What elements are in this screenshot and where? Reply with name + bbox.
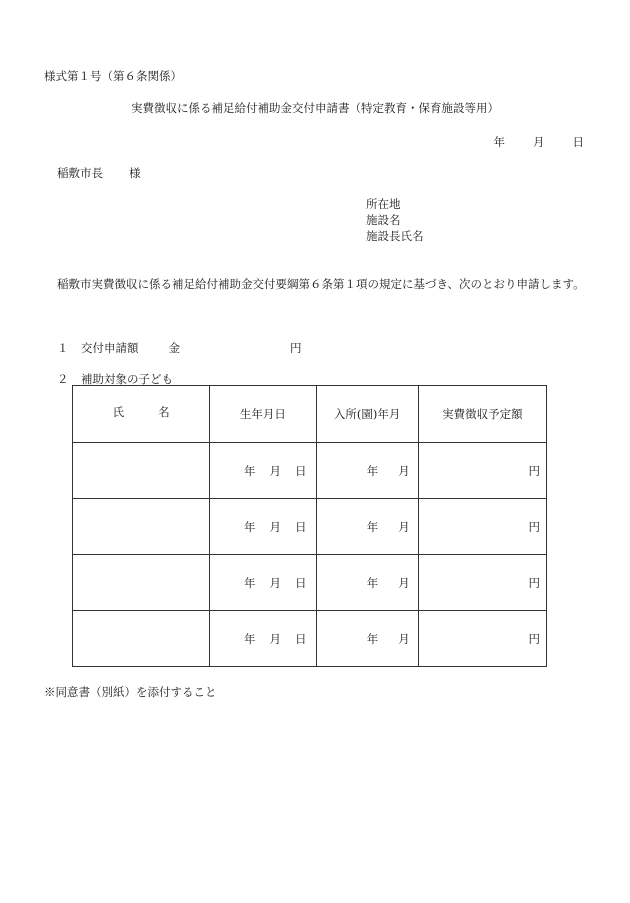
- entry-date-cell[interactable]: [316, 499, 418, 555]
- unit-yen: 円: [528, 631, 540, 646]
- table-row: [73, 499, 547, 555]
- application-amount-line: [57, 340, 302, 356]
- date-line: [494, 134, 585, 150]
- date-year-label: 年: [493, 135, 505, 149]
- item2-number: ２: [57, 372, 69, 386]
- unit-month: 月: [269, 463, 281, 478]
- amount-currency: 円: [290, 341, 302, 355]
- name-header-second: 名: [158, 405, 170, 419]
- child-name-cell[interactable]: [73, 611, 210, 667]
- birthdate-cell[interactable]: [210, 555, 316, 611]
- document-title: 実費徴収に係る補足給付補助金交付申請書（特定教育・保育施設等用）: [131, 101, 499, 115]
- fee-cell[interactable]: [418, 443, 546, 499]
- unit-yen: 円: [528, 519, 540, 534]
- unit-year: 年: [366, 463, 379, 478]
- unit-year: 年: [244, 575, 256, 590]
- unit-day: 日: [295, 575, 307, 590]
- table-header-row: [73, 386, 547, 443]
- unit-yen: 円: [528, 575, 540, 590]
- fee-header: 実費徴収予定額: [418, 386, 546, 443]
- unit-month: 月: [398, 631, 410, 646]
- date-day-label: 日: [572, 135, 584, 149]
- entry-date-header: 入所(園)年月: [316, 386, 418, 443]
- unit-month: 月: [398, 519, 410, 534]
- unit-year: 年: [244, 519, 256, 534]
- entry-date-cell[interactable]: [316, 611, 418, 667]
- attachment-note: ※同意書（別紙）を添付すること: [44, 685, 217, 699]
- applicant-block: [366, 196, 424, 244]
- birthdate-cell[interactable]: [210, 611, 316, 667]
- children-table: [72, 385, 547, 667]
- body-text: 稲敷市実費徴収に係る補足給付補助金交付要綱第６条第１項の規定に基づき、次のとおり申請します。: [57, 277, 585, 291]
- unit-month: 月: [269, 519, 281, 534]
- item2-label: 補助対象の子ども: [81, 372, 173, 386]
- child-name-cell[interactable]: [73, 443, 210, 499]
- date-month-label: 月: [533, 135, 545, 149]
- entry-date-cell[interactable]: [316, 555, 418, 611]
- item1-label: 交付申請額: [81, 341, 139, 355]
- unit-year: 年: [366, 519, 379, 534]
- unit-month: 月: [269, 631, 281, 646]
- table-row: [73, 555, 547, 611]
- addressee-honorific: 様: [129, 166, 141, 180]
- addressee: [57, 165, 141, 181]
- unit-day: 日: [295, 519, 307, 534]
- form-number: 様式第１号（第６条関係）: [44, 69, 182, 83]
- unit-month: 月: [269, 575, 281, 590]
- unit-day: 日: [295, 631, 307, 646]
- unit-year: 年: [244, 631, 256, 646]
- applicant-address-label: 所在地: [366, 197, 401, 211]
- unit-month: 月: [398, 463, 410, 478]
- table-row: [73, 611, 547, 667]
- item1-number: １: [57, 341, 69, 355]
- entry-date-cell[interactable]: [316, 443, 418, 499]
- applicant-facility-label: 施設名: [366, 213, 401, 227]
- child-name-cell[interactable]: [73, 555, 210, 611]
- table-row: [73, 443, 547, 499]
- fee-cell[interactable]: [418, 555, 546, 611]
- birthdate-cell[interactable]: [210, 499, 316, 555]
- unit-day: 日: [295, 463, 307, 478]
- unit-year: 年: [244, 463, 256, 478]
- fee-cell[interactable]: [418, 611, 546, 667]
- unit-year: 年: [366, 631, 379, 646]
- applicant-director-label: 施設長氏名: [366, 229, 424, 243]
- amount-prefix: 金: [168, 341, 180, 355]
- child-name-cell[interactable]: [73, 499, 210, 555]
- fee-cell[interactable]: [418, 499, 546, 555]
- unit-yen: 円: [528, 463, 540, 478]
- name-header-first: 氏: [112, 405, 125, 419]
- unit-year: 年: [366, 575, 379, 590]
- unit-month: 月: [398, 575, 410, 590]
- name-header: [73, 386, 210, 443]
- addressee-name: 稲敷市長: [57, 166, 103, 180]
- birthdate-header: 生年月日: [210, 386, 316, 443]
- birthdate-cell[interactable]: [210, 443, 316, 499]
